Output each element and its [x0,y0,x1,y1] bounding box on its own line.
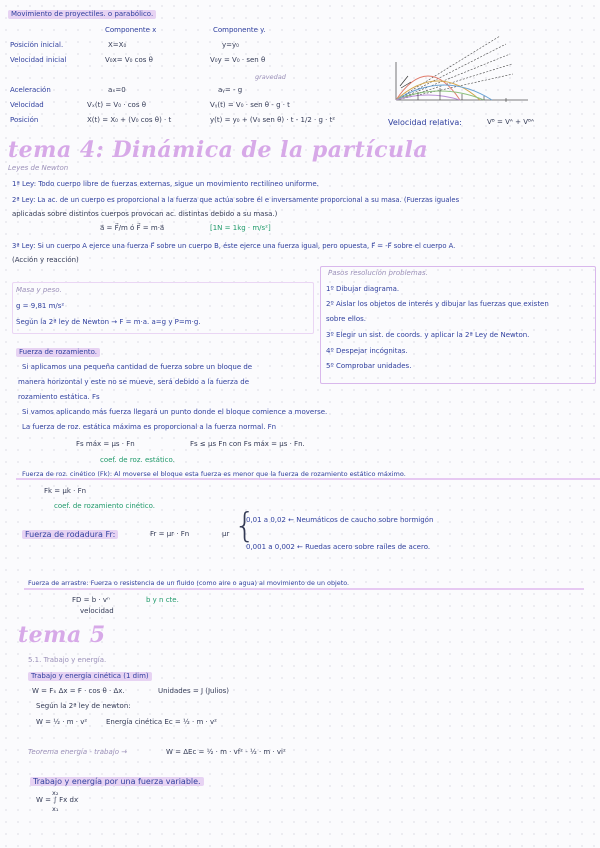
row-x: Vₓ(t) = V₀ · cos θ [87,101,146,109]
static-coef-note: coef. de roz. estático. [100,456,175,464]
step-item: sobre ellos. [326,315,366,323]
rolling-range-1: 0,01 a 0,02 ← Neumáticos de caucho sobre hormigón [246,516,434,524]
kinetic-energy-def: Energía cinética Ec = ½ · m · v² [106,718,217,726]
law-2-line1: 2ª Ley: La ac. de un cuerpo es proporcional a la fuerza que actúa sobre él e inversamente proporcional a su masa. (Fuerzas iguales [12,196,460,204]
relative-velocity-formula: Vᴮ = Vᴬ + Vᴮᴬ [487,118,535,126]
law-3-line2: (Acción y reacción) [12,256,79,264]
step-item: 2º Aislar los objetos de interés y dibujar las fuerzas que existen [326,300,549,308]
row-label: Posición inicial. [10,41,64,49]
row-y: V₀y = V₀ · sen θ [210,56,266,64]
variable-force-formula: W = ∫ Fx dx [36,796,79,804]
row-x: V₀x= V₀ cos θ [105,56,153,64]
variable-force-title: Trabajo y energía por una fuerza variable. [30,777,204,786]
kinetic-formula: Fk = μk · Fn [44,487,87,495]
law-2-line2: aplicadas sobre distintos cuerpos provocan ac. distintas debido a su masa.) [12,210,278,218]
kinetic-formula-short: W = ½ · m · v² [36,718,88,726]
gravity-note: gravedad [255,73,286,81]
drag-constants: b y n cte. [146,596,179,604]
friction-line: La fuerza de roz. estática máxima es proporcional a la fuerza normal. Fn [22,423,277,431]
drag-divider [24,588,584,590]
work-formula: W = Fₓ Δx = F · cos θ · Δx. [32,687,125,695]
newton-laws-subtitle: Leyes de Newton [8,164,69,172]
step-item: 1º Dibujar diagrama. [326,285,400,293]
work-kinetic-title: Trabajo y energía cinética (1 dim) [28,672,152,681]
mass-weight-title: Masa y peso. [16,286,62,294]
step-item: 3º Elegir un sist. de coords. y aplicar la 2ª Ley de Newton. [326,331,530,339]
law-3-line1: 3ª Ley: Si un cuerpo A ejerce una fuerza F⃗ sobre un cuerpo B, éste ejerce una fuerza igual, pero opuesta, F⃗ = -F⃗ sobre el cuerpo A. [12,242,456,250]
row-label: Posición [10,116,39,124]
friction-line: Si vamos aplicando más fuerza llegará un punto donde el bloque comience a moverse. [22,408,328,416]
newton-weight: Según la 2ª ley de Newton → F = m·a. a=g y P=m·g. [16,318,201,326]
row-y: Vᵧ(t) = V₀ · sen θ - g · t [210,101,290,109]
kinetic-friction-line: Fuerza de roz. cinético (Fk): Al moverse el bloque esta fuerza es menor que la fuerza de rozamiento estático máximo. [22,470,406,478]
drag-formula: FD = b · vⁿ [72,596,110,604]
trajectory-diagram [388,30,593,108]
row-y: y(t) = y₀ + (V₀ sen θ) · t - 1/2 · g · t² [210,116,336,124]
rolling-formula: Fr = μr · Fn [150,530,190,538]
rolling-title: Fuerza de rodadura Fr: [22,530,118,539]
friction-line: rozamiento estática. Fs [18,393,100,401]
rolling-range-2: 0,001 a 0,002 ← Ruedas acero sobre raíles de acero. [246,543,431,551]
friction-line: Si aplicamos una pequeña cantidad de fuerza sobre un bloque de [22,363,253,371]
g-value: g = 9,81 m/s² [16,302,65,310]
drag-velocity-note: velocidad [80,607,114,615]
integral-lower: x₁ [52,805,59,813]
col-y-header: Componente y. [213,26,266,34]
mu-r-label: μr [222,530,230,538]
law-2-units: [1N = 1kg · m/s²] [210,224,271,232]
theorem-label: Teorema energía - trabajo → [28,748,128,756]
newton-line: Según la 2ª ley de newton: [36,702,131,710]
projectile-heading: Movimiento de proyectiles. o parabólico. [8,10,156,19]
row-label: Velocidad inicial [10,56,67,64]
kinetic-coef-note: coef. de rozamiento cinético. [54,502,156,510]
row-label: Aceleración [10,86,51,94]
integral-upper: x₂ [52,789,59,797]
step-item: 5º Comprobar unidades. [326,362,412,370]
theorem-formula: W = ΔEc = ½ · m · vf² - ½ · m · vi² [166,748,286,756]
static-formula: Fs máx = μs · Fn [76,440,135,448]
law-2-formula: a⃗ = F⃗/m ó F⃗ = m·a⃗ [100,224,165,232]
col-x-header: Componente x [105,26,157,34]
tema5-title: tema 5 [18,622,106,648]
friction-line: manera horizontal y este no se mueve, será debido a la fuerza de [18,378,249,386]
row-label: Velocidad [10,101,44,109]
relative-velocity-label: Velocidad relativa: [388,118,462,127]
law-1: 1ª Ley: Todo cuerpo libre de fuerzas externas, sigue un movimiento rectilíneo uniforme. [12,180,319,188]
static-formula-2: Fs ≤ μs Fn con Fs máx = μs · Fn. [190,440,305,448]
step-item: 4º Despejar incógnitas. [326,347,408,355]
row-x: aₓ=0 [108,86,126,94]
drag-line: Fuerza de arrastre: Fuerza o resistencia de un fluido (como aire o agua) al movimiento de un objeto. [28,579,350,587]
tema4-title: tema 4: Dinámica de la partícula [8,137,429,163]
work-energy-subtitle: 5.1. Trabajo y energía. [28,656,107,664]
steps-title: Pasos resolución problemas. [328,269,428,277]
row-x: X(t) = X₀ + (V₀ cos θ) · t [87,116,172,124]
row-x: X=X₀ [108,41,127,49]
friction-title: Fuerza de rozamiento. [16,348,100,357]
row-y: aᵧ= - g [218,86,243,94]
work-units: Unidades = J (Julios) [158,687,230,695]
brace: { [234,506,256,546]
row-y: y=y₀ [222,41,239,49]
